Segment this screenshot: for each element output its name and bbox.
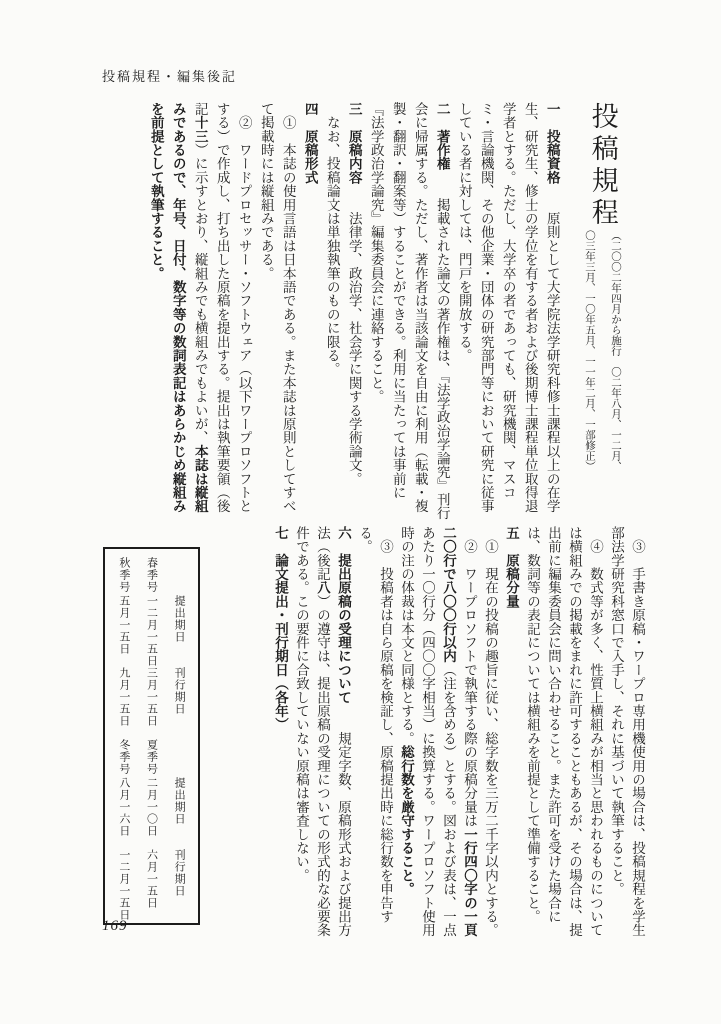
submit-date: 一二月一五日 (145, 595, 158, 667)
section-6-seg0: 規定字数、原稿形式および提出方法（後記 (315, 526, 351, 938)
issue-name: 冬季号 (117, 739, 130, 775)
issue-name: 夏季号 (145, 739, 158, 775)
section-2-body: 掲載された論文の著作権は、『法学政治学論究』刊行会に帰属する。ただし、著作者は当該論文を自由に利用（転載・複製・翻訳・翻案等）することができる。利用に当たっては事前に『法学政治学論究』編集委員会に連絡すること。 (368, 102, 450, 520)
title-text: 投稿規程 (587, 102, 618, 230)
schedule-group-spring-autumn (110, 557, 193, 739)
schedule-column-summer (138, 739, 166, 921)
section-4-item-3: ③ 手書き原稿・ワープロ専用機使用の場合は、投稿規程を学生部法学研究科窓口で入手し、それに基づいて執筆すること。 (609, 526, 645, 937)
lower-text-block (198, 526, 648, 944)
document-title (575, 102, 642, 520)
section-6-crossref: 八 (315, 580, 330, 595)
section-3-note: なお、投稿論文は単独執筆のものに限る。 (324, 102, 340, 376)
section-3-body: 法律学、政治学、社会学に関する学術論文。 (346, 184, 362, 486)
page-number: 169 (102, 918, 128, 934)
section-4-item-2 (145, 102, 255, 520)
vol-item-2-emphasis: 総行数を厳守すること。 (399, 745, 414, 896)
submit-date: 八月一六日 (117, 777, 130, 837)
publish-date-header: 刊行期日 (173, 849, 186, 897)
section-6-seg2: ）の遵守は、提出原稿の受理についての形式的な必要条件である。この要件に合致していない原稿は審査しない。 (294, 526, 330, 938)
section-1-heading: 一 投稿資格 (544, 102, 560, 185)
section-5-item-3: ③ 投稿者は自ら原稿を検証し、原稿提出時に総行数を申告する。 (357, 526, 393, 924)
section-4-item-4: ④ 数式等が多く、性質上横組みが相当と思われるものについては横組みでの掲載をまれに許可することもあるが、その場合は、提出前に編集委員会に問い合わせること。また許可を受けた場合には、数詞等の表記については横組みを前提として準備すること。 (525, 526, 603, 937)
section-5-item-2 (396, 526, 480, 944)
section-6-acceptance (291, 526, 354, 944)
submit-date-header: 提出期日 (173, 777, 186, 825)
section-5-item-1: ① 現在の投稿の趣旨に従い、総字数を三万二千字以内とする。 (483, 526, 498, 937)
schedule-group-summer-winter (110, 739, 193, 921)
section-3-content (343, 102, 365, 520)
schedule-column-spring (138, 557, 166, 739)
revision-note-line-1: （二〇〇二年四月から施行 〇二年八月、一二月、 (610, 230, 621, 472)
issue-name: 秋季号 (117, 557, 130, 593)
revision-note-line-2: 〇三年三月、一〇年五月、一一年二月、一部修正） (584, 230, 595, 472)
item-2-seg2: ）に示すとおり、縦組みでも横組みでもよいが、 (192, 143, 208, 445)
vol-item-2-limit: 一行四〇字の一頁二〇行で八〇〇行以内 (441, 526, 477, 938)
section-3-heading: 三 原稿内容 (346, 102, 362, 185)
section-1-body: 原則として大学院法学研究科修士課程以上の在学生、研究生、修士の学位を有する者および後期博士課程単位取得退学者とする。ただし、大学卒の者であっても、研究機関、マスコミ・言論機関、その他企業・団体の研究部門等において研究に従事している者に対しては、門戸を開放する。 (456, 102, 560, 514)
section-4-item-1: ① 本誌の使用言語は日本語である。また本誌は原則としてすべて掲載時には縦組みである。 (258, 102, 296, 513)
item-2-seg0: ② ワードプロセッサー・ソフトウェア（以下ワープロソフトとする）で作成し、打ち出した原稿を提出する。提出は執筆要領（後記 (192, 102, 252, 513)
section-7-heading: 七 論文提出・刊行期日（各年） (273, 526, 288, 732)
schedule-header-column (165, 557, 193, 739)
section-1-qualification (453, 102, 563, 520)
item-2-emphasis: 本誌は縦組みであるので、年号、日付、数字等の数詞表記はあらかじめ縦組みを前提として執筆すること。 (148, 102, 208, 514)
publish-date: 六月一五日 (145, 849, 158, 909)
upper-text-block (92, 102, 648, 520)
section-6-heading: 六 提出原稿の受理について (336, 526, 351, 705)
publish-date: 九月一五日 (117, 667, 130, 727)
submit-date: 五月一五日 (117, 595, 130, 655)
publish-date: 一二月一五日 (117, 849, 130, 921)
running-head: 投稿規程・編集後記 (102, 69, 238, 84)
section-2-heading: 二 著作権 (434, 102, 450, 171)
section-4-heading: 四 原稿形式 (302, 102, 318, 185)
section-5-heading: 五 原稿分量 (504, 526, 519, 609)
schedule-table (103, 547, 200, 925)
vol-item-2-seg2: （注を含める）とする。図および表は、一点あたり一〇行分（四〇〇字相当）に換算する。ワープロソフト使用時の注の体裁は本文と同様とする。 (399, 526, 456, 937)
vol-item-2-seg0: ② ワープロソフトで執筆する際の原稿分量は (462, 526, 477, 828)
title-revision-note (576, 230, 628, 472)
submit-date: 二月一〇日 (145, 777, 158, 837)
schedule-header-column (165, 739, 193, 921)
schedule-column-winter (110, 739, 138, 921)
issue-name: 春季号 (145, 557, 158, 593)
submit-date-header: 提出期日 (173, 595, 186, 643)
publish-date-header: 刊行期日 (173, 667, 186, 715)
section-2-copyright (365, 102, 453, 520)
publish-date: 三月一五日 (145, 667, 158, 727)
item-2-crossref: 十三 (192, 115, 208, 144)
schedule-column-autumn (110, 557, 138, 739)
